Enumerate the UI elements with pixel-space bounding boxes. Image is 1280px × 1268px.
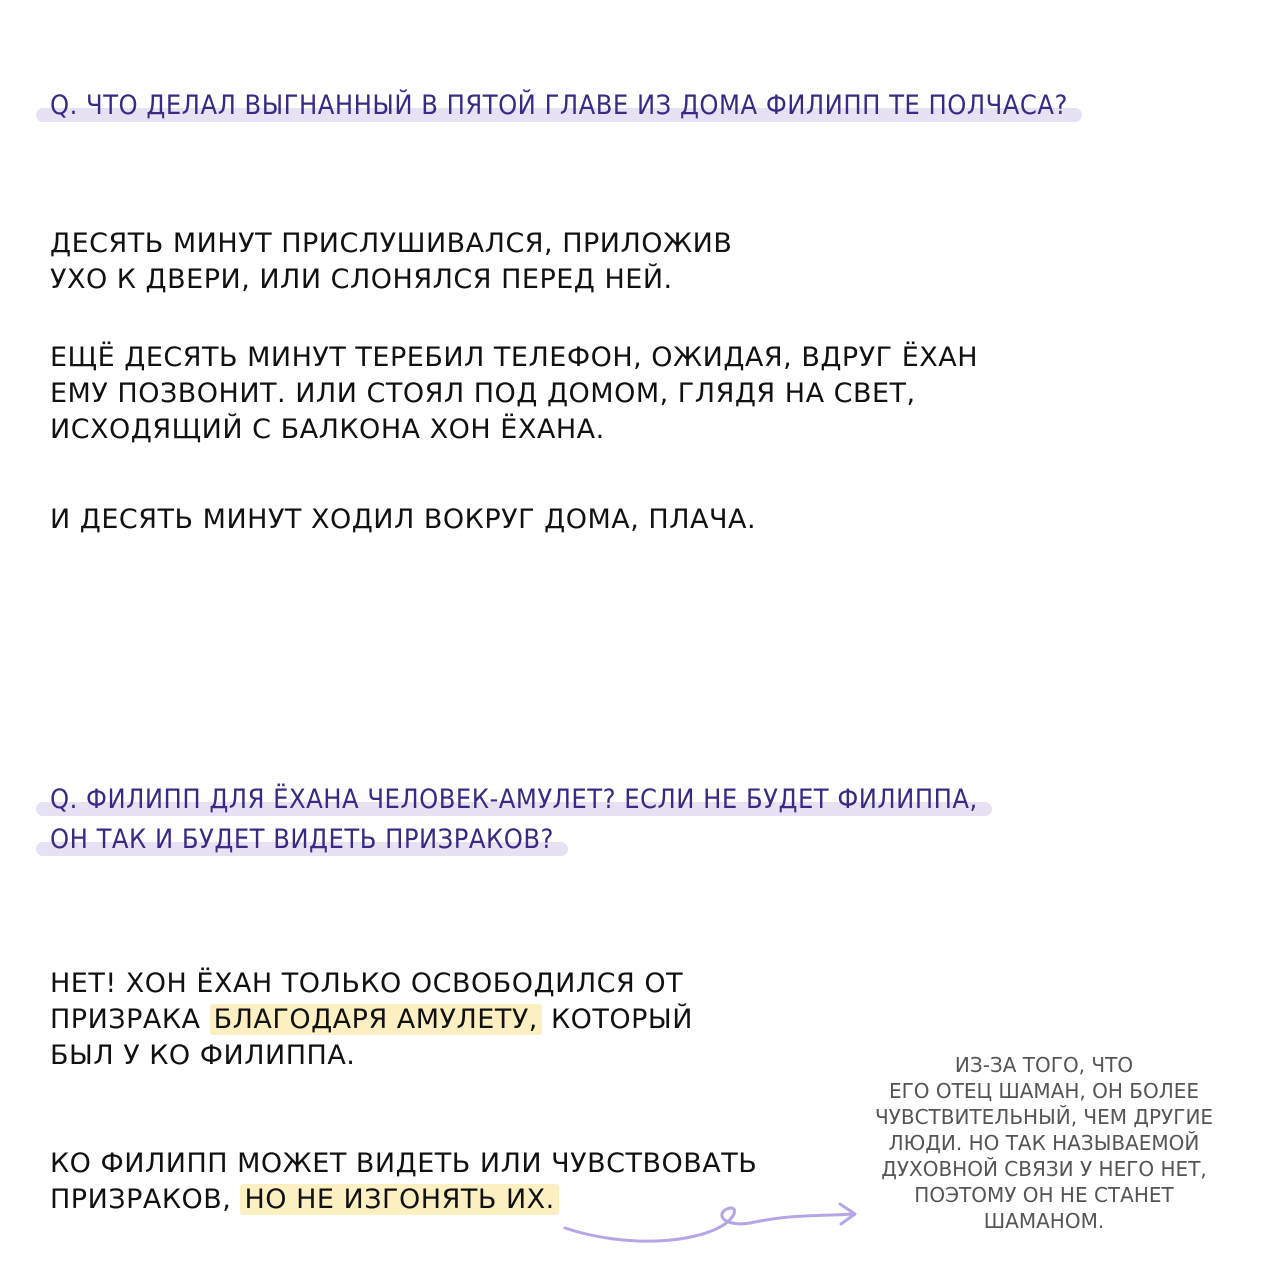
question-2-line-2: ОН ТАК И БУДЕТ ВИДЕТЬ ПРИЗРАКОВ?: [36, 820, 568, 860]
question-2: [36, 780, 992, 860]
answer-2-text: ПРИЗРАКА: [50, 1004, 201, 1035]
answer-1-line: ДЕСЯТЬ МИНУТ ПРИСЛУШИВАЛСЯ, ПРИЛОЖИВ: [50, 228, 733, 259]
question-1: [36, 86, 1082, 126]
answer-2-line: БЫЛ У КО ФИЛИППА.: [50, 1040, 356, 1071]
answer-2-line: КО ФИЛИПП МОЖЕТ ВИДЕТЬ ИЛИ ЧУВСТВОВАТЬ: [50, 1148, 758, 1179]
answer-1-line: И ДЕСЯТЬ МИНУТ ХОДИЛ ВОКРУГ ДОМА, ПЛАЧА.: [50, 504, 757, 535]
side-note-line: ПОЭТОМУ ОН НЕ СТАНЕТ: [914, 1183, 1174, 1207]
side-note-line: ШАМАНОМ.: [983, 1209, 1105, 1233]
answer-2-line: [50, 1002, 693, 1038]
answer-1-line: ЕМУ ПОЗВОНИТ. ИЛИ СТОЯЛ ПОД ДОМОМ, ГЛЯДЯ НА СВЕТ,: [50, 378, 916, 409]
side-note-line: ЕГО ОТЕЦ ШАМАН, ОН БОЛЕЕ: [888, 1079, 1200, 1103]
side-note-line: ЧУВСТВИТЕЛЬНЫЙ, ЧЕМ ДРУГИЕ: [874, 1105, 1214, 1129]
answer-2-text: ПРИЗРАКОВ,: [50, 1184, 232, 1215]
side-note-line: ДУХОВНОЙ СВЯЗИ У НЕГО НЕТ,: [881, 1157, 1207, 1181]
highlighted-text: НО НЕ ИЗГОНЯТЬ ИХ.: [240, 1184, 558, 1215]
answer-2-text: КОТОРЫЙ: [550, 1004, 693, 1035]
answer-1-paragraph-3: [50, 502, 756, 538]
side-note-line: ЛЮДИ. НО ТАК НАЗЫВАЕМОЙ: [888, 1131, 1200, 1155]
answer-1-paragraph-2: [50, 340, 978, 448]
answer-1-line: ИСХОДЯЩИЙ С БАЛКОНА ХОН ЁХАНА.: [50, 414, 605, 445]
answer-2: [50, 966, 693, 1074]
answer-1: [50, 226, 732, 298]
curly-arrow-icon: [555, 1198, 875, 1258]
answer-2-line: НЕТ! ХОН ЁХАН ТОЛЬКО ОСВОБОДИЛСЯ ОТ: [50, 968, 684, 999]
question-2-line-1: Q. ФИЛИПП ДЛЯ ЁХАНА ЧЕЛОВЕК-АМУЛЕТ? ЕСЛИ НЕ БУДЕТ ФИЛИППА,: [36, 780, 992, 820]
arrow-stroke: [565, 1208, 853, 1241]
highlighted-text: БЛАГОДАРЯ АМУЛЕТУ,: [210, 1004, 542, 1035]
answer-1-line: УХО К ДВЕРИ, ИЛИ СЛОНЯЛСЯ ПЕРЕД НЕЙ.: [50, 264, 673, 295]
side-note: [868, 1052, 1220, 1234]
answer-1-line: ЕЩЁ ДЕСЯТЬ МИНУТ ТЕРЕБИЛ ТЕЛЕФОН, ОЖИДАЯ, ВДРУГ ЁХАН: [50, 342, 979, 373]
question-1-line-1: Q. ЧТО ДЕЛАЛ ВЫГНАННЫЙ В ПЯТОЙ ГЛАВЕ ИЗ ДОМА ФИЛИПП ТЕ ПОЛЧАСА?: [36, 86, 1082, 126]
side-note-line: ИЗ-ЗА ТОГО, ЧТО: [954, 1053, 1134, 1077]
